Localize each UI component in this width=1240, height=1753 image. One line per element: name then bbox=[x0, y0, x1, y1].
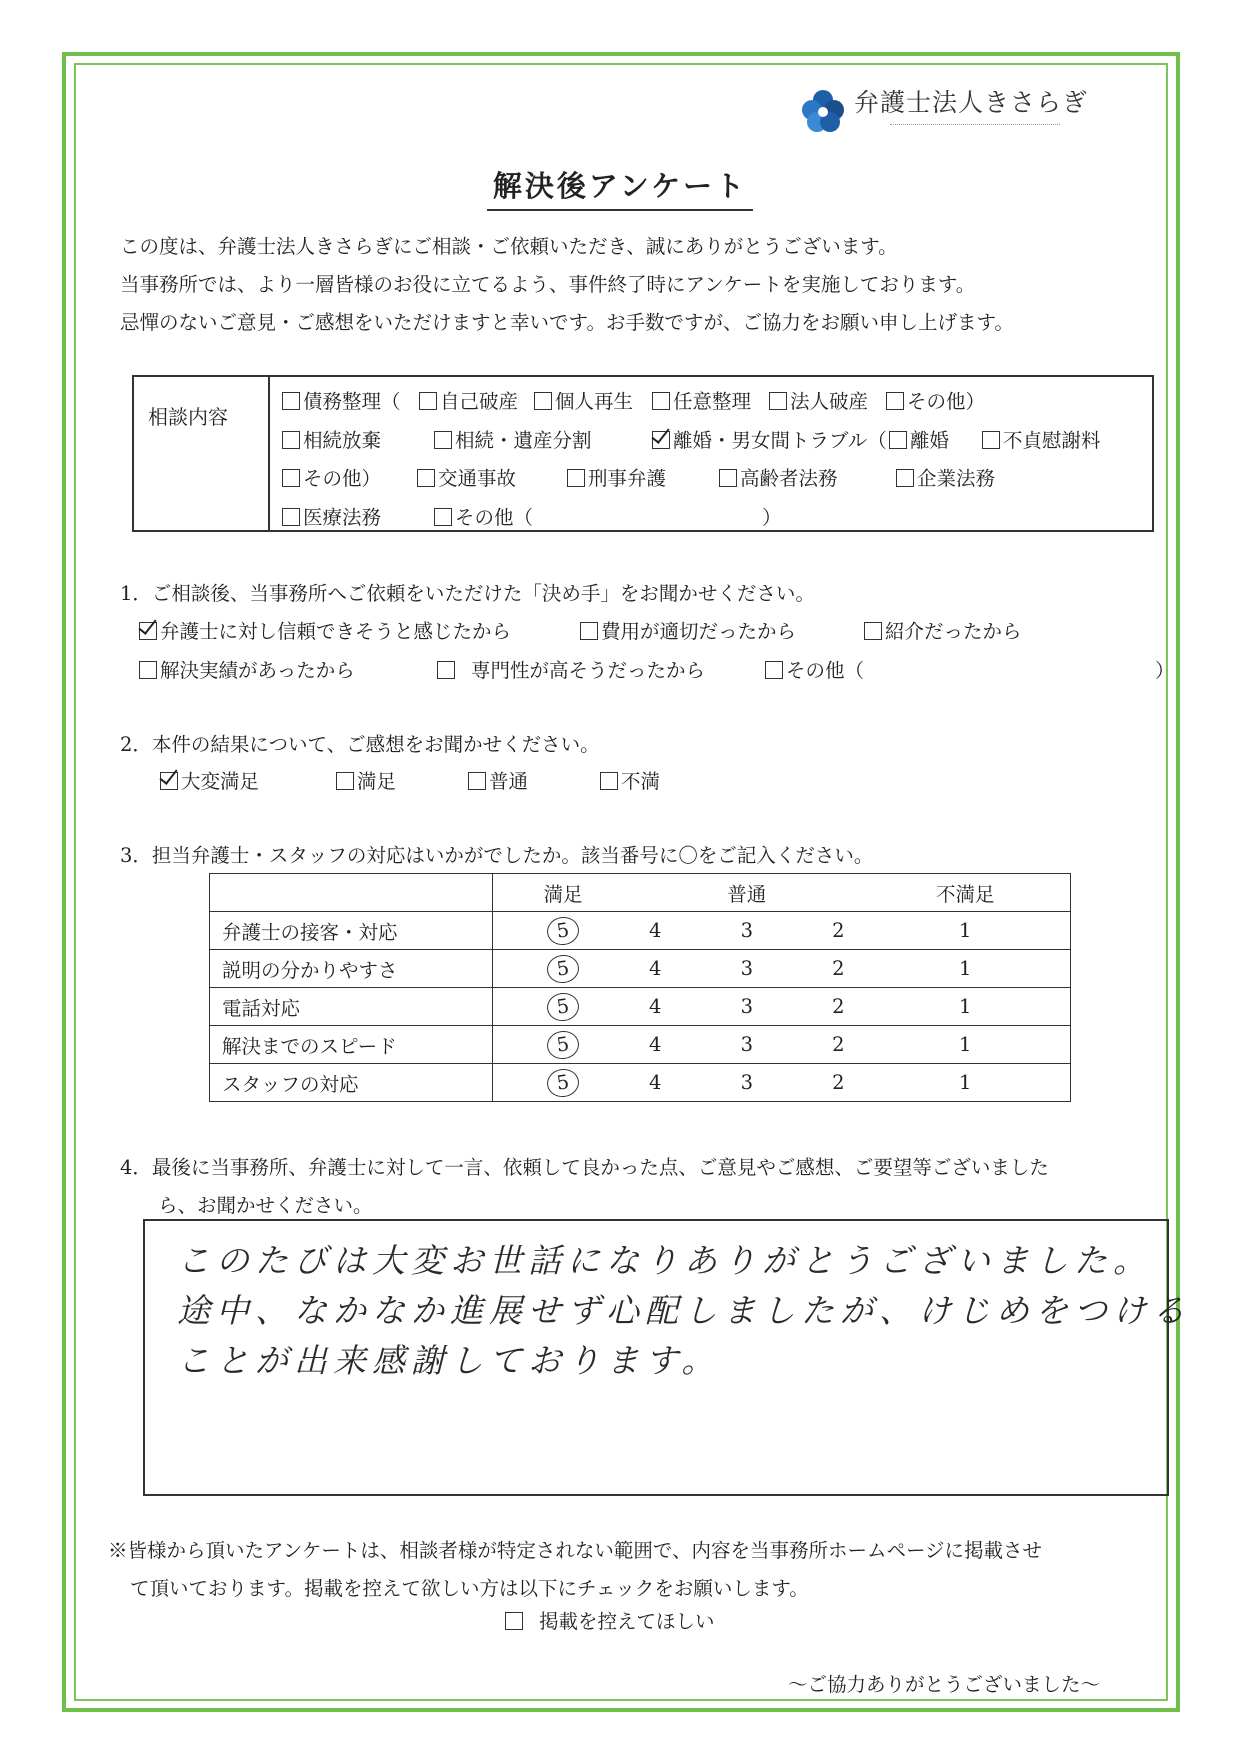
rating-row-label: 弁護士の接客・対応 bbox=[210, 912, 493, 950]
circled-selection: 5 bbox=[545, 1028, 581, 1060]
checkbox[interactable] bbox=[505, 1612, 523, 1630]
checkbox[interactable] bbox=[434, 508, 452, 526]
consult-option[interactable]: 債務整理（ bbox=[282, 383, 401, 422]
rating-header: 満足 bbox=[493, 874, 634, 912]
rating-header bbox=[816, 874, 860, 912]
checkbox-checked[interactable] bbox=[160, 772, 178, 790]
page-title: 解決後アンケート bbox=[487, 169, 753, 211]
note-line: て頂いております。掲載を控えて欲しい方は以下にチェックをお願いします。 bbox=[130, 1577, 809, 1600]
publication-optout-option[interactable]: 掲載を控えてほしい bbox=[505, 1606, 715, 1634]
rating-table bbox=[209, 873, 1071, 1102]
q1-option[interactable]: 紹介だったから bbox=[864, 616, 1022, 644]
rating-row bbox=[210, 1026, 1071, 1064]
question-4: 4．最後に当事務所、弁護士に対して一言、依頼して良かった点、ご意見やご感想、ご要望等ございました bbox=[120, 1156, 1049, 1179]
rating-option-5[interactable] bbox=[493, 988, 634, 1026]
rating-option-4[interactable]: 4 bbox=[633, 988, 677, 1026]
note-line: ※皆様から頂いたアンケートは、相談者様が特定されない範囲で、内容を当事務所ホームページに掲載させ bbox=[108, 1539, 1043, 1562]
rating-header: 普通 bbox=[677, 874, 816, 912]
consult-option[interactable]: 任意整理 bbox=[652, 383, 751, 422]
rating-option-2[interactable]: 2 bbox=[816, 912, 860, 950]
q1-option[interactable]: 費用が適切だったから bbox=[580, 616, 796, 644]
rating-option-4[interactable]: 4 bbox=[633, 912, 677, 950]
checkbox[interactable] bbox=[567, 469, 585, 487]
checkbox[interactable] bbox=[719, 469, 737, 487]
consultation-type-box bbox=[132, 375, 1154, 532]
checkbox[interactable] bbox=[417, 469, 435, 487]
rating-option-4[interactable]: 4 bbox=[633, 1064, 677, 1102]
comment-answer-box[interactable] bbox=[143, 1219, 1191, 1496]
consult-option[interactable]: 相続放棄 bbox=[282, 422, 381, 461]
publication-note bbox=[108, 1532, 1042, 1608]
checkbox[interactable] bbox=[864, 622, 882, 640]
rating-option-3[interactable]: 3 bbox=[677, 1026, 816, 1064]
checkbox[interactable] bbox=[982, 431, 1000, 449]
consultation-label-cell bbox=[134, 377, 270, 530]
rating-option-4[interactable]: 4 bbox=[633, 1026, 677, 1064]
consult-option[interactable]: 相続・遺産分割 bbox=[434, 422, 592, 461]
question-4-cont: ら、お聞かせください。 bbox=[158, 1194, 373, 1217]
checkbox[interactable] bbox=[769, 392, 787, 410]
rating-option-3[interactable]: 3 bbox=[677, 988, 816, 1026]
q1-paren-close: ） bbox=[1155, 659, 1175, 682]
rating-header-row bbox=[210, 874, 1071, 912]
rating-option-3[interactable]: 3 bbox=[677, 950, 816, 988]
rating-row bbox=[210, 912, 1071, 950]
consult-option[interactable]: 離婚・男女間トラブル（ bbox=[652, 422, 887, 461]
rating-row-label: 電話対応 bbox=[210, 988, 493, 1026]
rating-row bbox=[210, 988, 1071, 1026]
intro-text bbox=[120, 228, 1014, 342]
checkbox[interactable] bbox=[282, 469, 300, 487]
rating-row-label: 説明の分かりやすさ bbox=[210, 950, 493, 988]
flower-logo-icon bbox=[800, 88, 846, 134]
rating-option-5[interactable] bbox=[493, 950, 634, 988]
firm-logo bbox=[800, 88, 1088, 134]
rating-option-1[interactable]: 1 bbox=[860, 1064, 1070, 1102]
intro-line: この度は、弁護士法人きさらぎにご相談・ご依頼いただき、誠にありがとうございます。 bbox=[120, 235, 898, 258]
rating-header: 不満足 bbox=[860, 874, 1070, 912]
consult-paren-close: ） bbox=[762, 505, 782, 529]
q1-option[interactable]: その他（ bbox=[765, 655, 864, 683]
circled-selection: 5 bbox=[545, 914, 581, 946]
handwritten-answer-line: 途中、なかなか進展せず心配しましたが、けじめをつける bbox=[177, 1291, 1191, 1330]
intro-line: 忌憚のないご意見・ご感想をいただけますと幸いです。お手数ですが、ご協力をお願い申し上げます。 bbox=[120, 311, 1014, 334]
rating-header bbox=[633, 874, 677, 912]
closing-thanks: ～ご協力ありがとうございました～ bbox=[788, 1673, 1101, 1696]
handwritten-answer-line: このたびは大変お世話になりありがとうございました。 bbox=[177, 1241, 1152, 1280]
checkbox[interactable] bbox=[889, 431, 907, 449]
checkbox[interactable] bbox=[282, 431, 300, 449]
rating-header-blank bbox=[210, 874, 493, 912]
checkbox-checked[interactable] bbox=[139, 622, 157, 640]
consult-option[interactable]: 離婚 bbox=[889, 422, 949, 461]
checkbox-checked[interactable] bbox=[652, 431, 670, 449]
rating-option-2[interactable]: 2 bbox=[816, 988, 860, 1026]
question-3: 3．担当弁護士・スタッフの対応はいかがでしたか。該当番号に〇をご記入ください。 bbox=[120, 844, 874, 867]
q1-option[interactable]: 弁護士に対し信頼できそうと感じたから bbox=[139, 616, 511, 644]
rating-option-4[interactable]: 4 bbox=[633, 950, 677, 988]
circled-selection: 5 bbox=[545, 1066, 581, 1098]
consult-option[interactable]: 法人破産 bbox=[769, 383, 868, 422]
checkbox[interactable] bbox=[468, 772, 486, 790]
circled-selection: 5 bbox=[545, 952, 581, 984]
rating-row-label: スタッフの対応 bbox=[210, 1064, 493, 1102]
handwritten-answer-line: ことが出来感謝しております。 bbox=[177, 1341, 721, 1380]
rating-row bbox=[210, 1064, 1071, 1102]
rating-option-5[interactable] bbox=[493, 1026, 634, 1064]
consult-option[interactable]: 刑事弁護 bbox=[567, 460, 666, 499]
consult-option[interactable]: その他（ bbox=[434, 499, 533, 538]
q2-option[interactable]: 満足 bbox=[336, 766, 396, 794]
q1-option[interactable]: 専門性が高そうだったから bbox=[437, 655, 705, 683]
firm-name: 弁護士法人きさらぎ bbox=[854, 88, 1089, 117]
checkbox[interactable] bbox=[534, 392, 552, 410]
question-1: 1．ご相談後、当事務所へご依頼をいただけた「決め手」をお聞かせください。 bbox=[120, 582, 815, 605]
consult-option[interactable]: 高齢者法務 bbox=[719, 460, 838, 499]
consult-option[interactable]: 医療法務 bbox=[282, 499, 381, 538]
question-2: 2．本件の結果について、ご感想をお聞かせください。 bbox=[120, 733, 600, 756]
checkbox[interactable] bbox=[282, 392, 300, 410]
q2-option[interactable]: 普通 bbox=[468, 766, 528, 794]
rating-row bbox=[210, 950, 1071, 988]
rating-option-1[interactable]: 1 bbox=[860, 912, 1070, 950]
consult-option[interactable]: その他） bbox=[886, 383, 985, 422]
checkbox[interactable] bbox=[437, 661, 455, 679]
consult-option[interactable]: 不貞慰謝料 bbox=[982, 422, 1101, 461]
rating-option-3[interactable]: 3 bbox=[677, 1064, 816, 1102]
rating-option-2[interactable]: 2 bbox=[816, 950, 860, 988]
checkbox[interactable] bbox=[886, 392, 904, 410]
checkbox[interactable] bbox=[765, 661, 783, 679]
checkbox[interactable] bbox=[434, 431, 452, 449]
checkbox[interactable] bbox=[419, 392, 437, 410]
checkbox[interactable] bbox=[336, 772, 354, 790]
rating-option-5[interactable] bbox=[493, 912, 634, 950]
consult-option[interactable]: 企業法務 bbox=[896, 460, 995, 499]
consult-option[interactable]: 自己破産 bbox=[419, 383, 518, 422]
checkbox[interactable] bbox=[600, 772, 618, 790]
q1-option[interactable]: 解決実績があったから bbox=[139, 655, 355, 683]
checkbox[interactable] bbox=[282, 508, 300, 526]
checkbox[interactable] bbox=[580, 622, 598, 640]
rating-row-label: 解決までのスピード bbox=[210, 1026, 493, 1064]
checkbox[interactable] bbox=[896, 469, 914, 487]
intro-line: 当事務所では、より一層皆様のお役に立てるよう、事件終了時にアンケートを実施しております。 bbox=[120, 273, 976, 296]
consult-option[interactable]: 個人再生 bbox=[534, 383, 633, 422]
rating-option-1[interactable]: 1 bbox=[860, 988, 1070, 1026]
rating-option-2[interactable]: 2 bbox=[816, 1064, 860, 1102]
q2-option[interactable]: 大変満足 bbox=[160, 766, 259, 794]
checkbox[interactable] bbox=[139, 661, 157, 679]
rating-option-2[interactable]: 2 bbox=[816, 1026, 860, 1064]
logo-subline bbox=[890, 124, 1060, 125]
rating-option-5[interactable] bbox=[493, 1064, 634, 1102]
rating-option-1[interactable]: 1 bbox=[860, 1026, 1070, 1064]
q2-option[interactable]: 不満 bbox=[600, 766, 660, 794]
page-title-wrap bbox=[0, 164, 1240, 205]
checkbox[interactable] bbox=[652, 392, 670, 410]
rating-option-3[interactable]: 3 bbox=[677, 912, 816, 950]
rating-option-1[interactable]: 1 bbox=[860, 950, 1070, 988]
consult-option[interactable]: その他） bbox=[282, 460, 381, 499]
consultation-label: 相談内容 bbox=[148, 405, 228, 429]
circled-selection: 5 bbox=[545, 990, 581, 1022]
consult-option[interactable]: 交通事故 bbox=[417, 460, 516, 499]
